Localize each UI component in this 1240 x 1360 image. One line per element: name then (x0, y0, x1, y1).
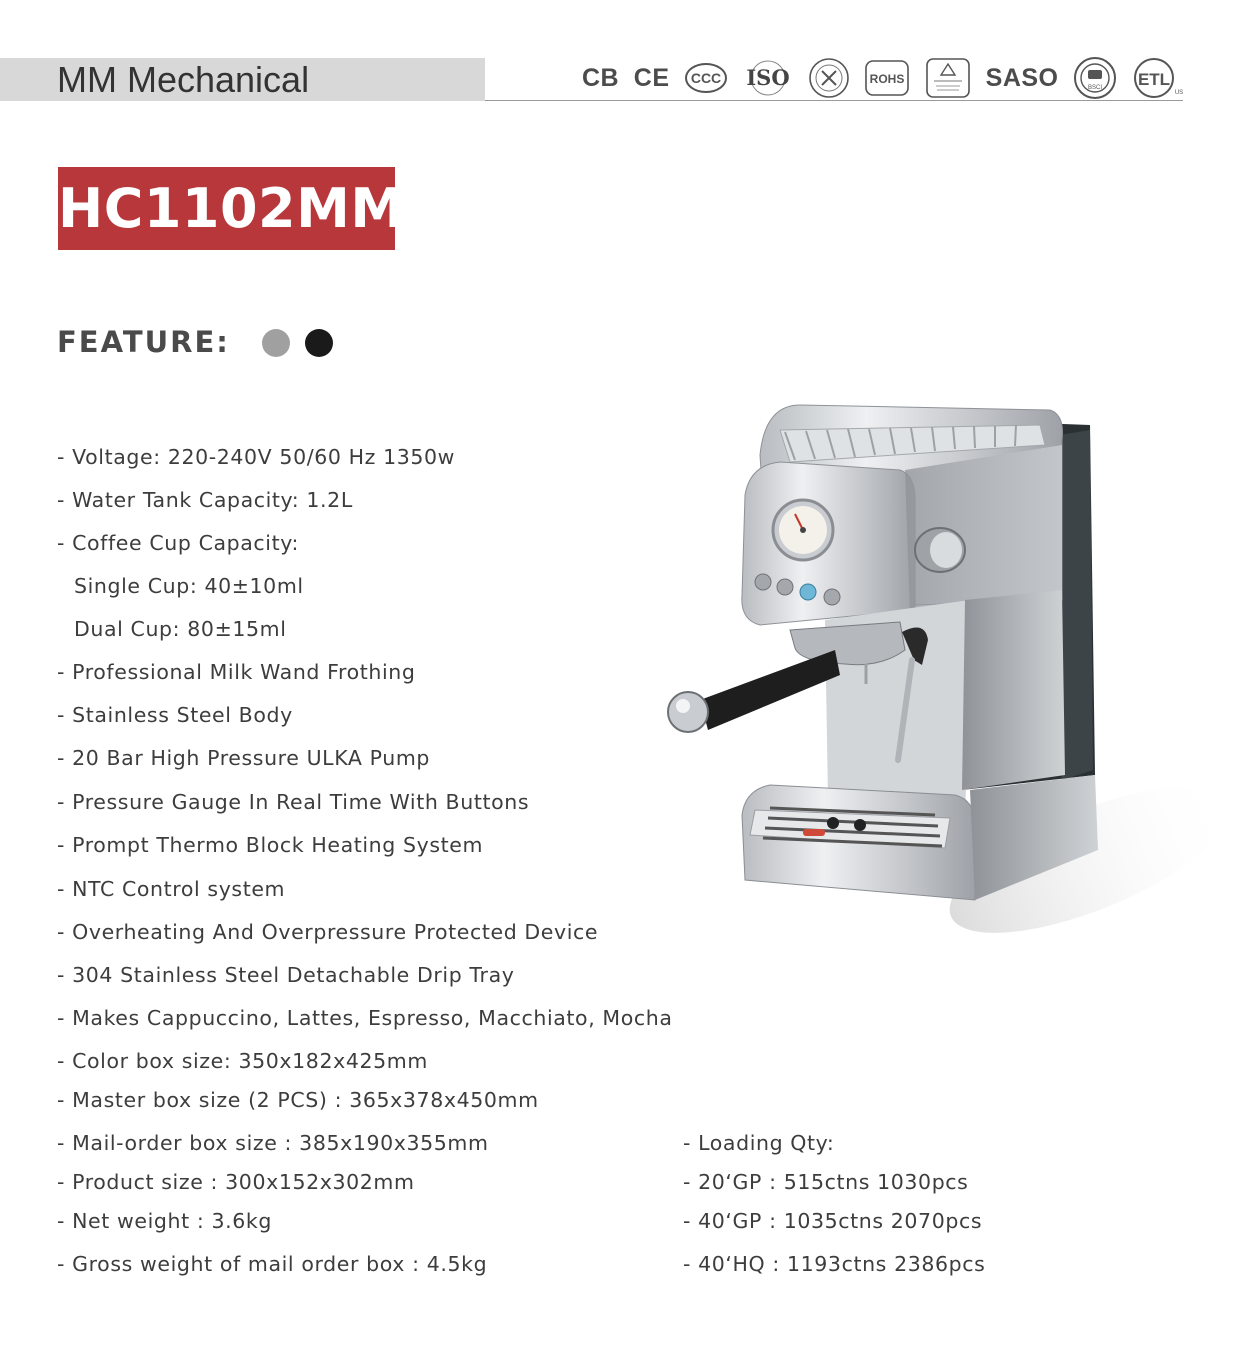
loading-20gp: - 20‘GP : 515ctns 1030pcs (683, 1170, 969, 1194)
certification-logos (582, 56, 1184, 100)
svg-text:ETL: ETL (1137, 70, 1170, 89)
lfgb-food-safe-logo (808, 57, 850, 99)
spec-drinks: - Makes Cappuccino, Lattes, Espresso, Macchiato, Mocha (57, 1006, 673, 1030)
spec-mail-order-box: - Mail-order box size : 385x190x355mm (57, 1131, 489, 1155)
page-title: MM Mechanical (57, 59, 310, 100)
feature-heading: FEATURE: (57, 325, 230, 359)
ccc-logo (684, 62, 728, 94)
spec-ntc: - NTC Control system (57, 877, 286, 901)
spec-single-cup: Single Cup: 40±10ml (74, 574, 304, 598)
etl-logo (1132, 56, 1184, 100)
ce-logo: CE (633, 63, 670, 92)
spec-dual-cup: Dual Cup: 80±15ml (74, 617, 287, 641)
cb-logo: CB (582, 63, 620, 92)
spec-heating: - Prompt Thermo Block Heating System (57, 833, 484, 857)
rohs-logo (864, 58, 910, 98)
spec-water-tank: - Water Tank Capacity: 1.2L (57, 488, 353, 512)
loading-40hq: - 40‘HQ : 1193ctns 2386pcs (683, 1252, 986, 1276)
svg-text:ROHS: ROHS (869, 72, 905, 86)
svg-text:US: US (1174, 90, 1184, 96)
model-number-badge: HC1102MM (58, 167, 395, 250)
spec-milk-wand: - Professional Milk Wand Frothing (57, 660, 416, 684)
spec-color-box: - Color box size: 350x182x425mm (57, 1049, 428, 1073)
spec-gross-weight: - Gross weight of mail order box : 4.5kg (57, 1252, 488, 1276)
steam-knob-icon (915, 528, 965, 572)
iso-logo (743, 58, 793, 98)
loading-qty-heading: - Loading Qty: (683, 1131, 835, 1155)
saso-logo: SASO (985, 63, 1059, 92)
pressure-gauge-icon (773, 500, 833, 560)
svg-text:ISO: ISO (746, 65, 790, 90)
spec-pressure-gauge: - Pressure Gauge In Real Time With Buttons (57, 790, 530, 814)
color-swatch-grey[interactable] (262, 329, 290, 357)
spec-cup-capacity: - Coffee Cup Capacity: (57, 531, 299, 555)
bsci-logo (1073, 56, 1117, 100)
spec-body: - Stainless Steel Body (57, 703, 293, 727)
spec-drip-tray: - 304 Stainless Steel Detachable Drip Tray (57, 963, 515, 987)
tuv-product-safety-logo (925, 57, 971, 99)
svg-text:CCC: CCC (691, 70, 722, 86)
header-rule (485, 100, 1183, 101)
loading-40gp: - 40‘GP : 1035ctns 2070pcs (683, 1209, 983, 1233)
spec-product-size: - Product size : 300x152x302mm (57, 1170, 415, 1194)
spec-pump: - 20 Bar High Pressure ULKA Pump (57, 746, 430, 770)
color-swatch-black[interactable] (305, 329, 333, 357)
spec-voltage: - Voltage: 220-240V 50/60 Hz 1350w (57, 445, 456, 469)
spec-protection: - Overheating And Overpressure Protected Device (57, 920, 599, 944)
svg-text:BSCI: BSCI (1088, 85, 1103, 91)
espresso-machine-image (640, 395, 1240, 960)
spec-master-box: - Master box size (2 PCS) : 365x378x450mm (57, 1088, 539, 1112)
spec-net-weight: - Net weight : 3.6kg (57, 1209, 272, 1233)
